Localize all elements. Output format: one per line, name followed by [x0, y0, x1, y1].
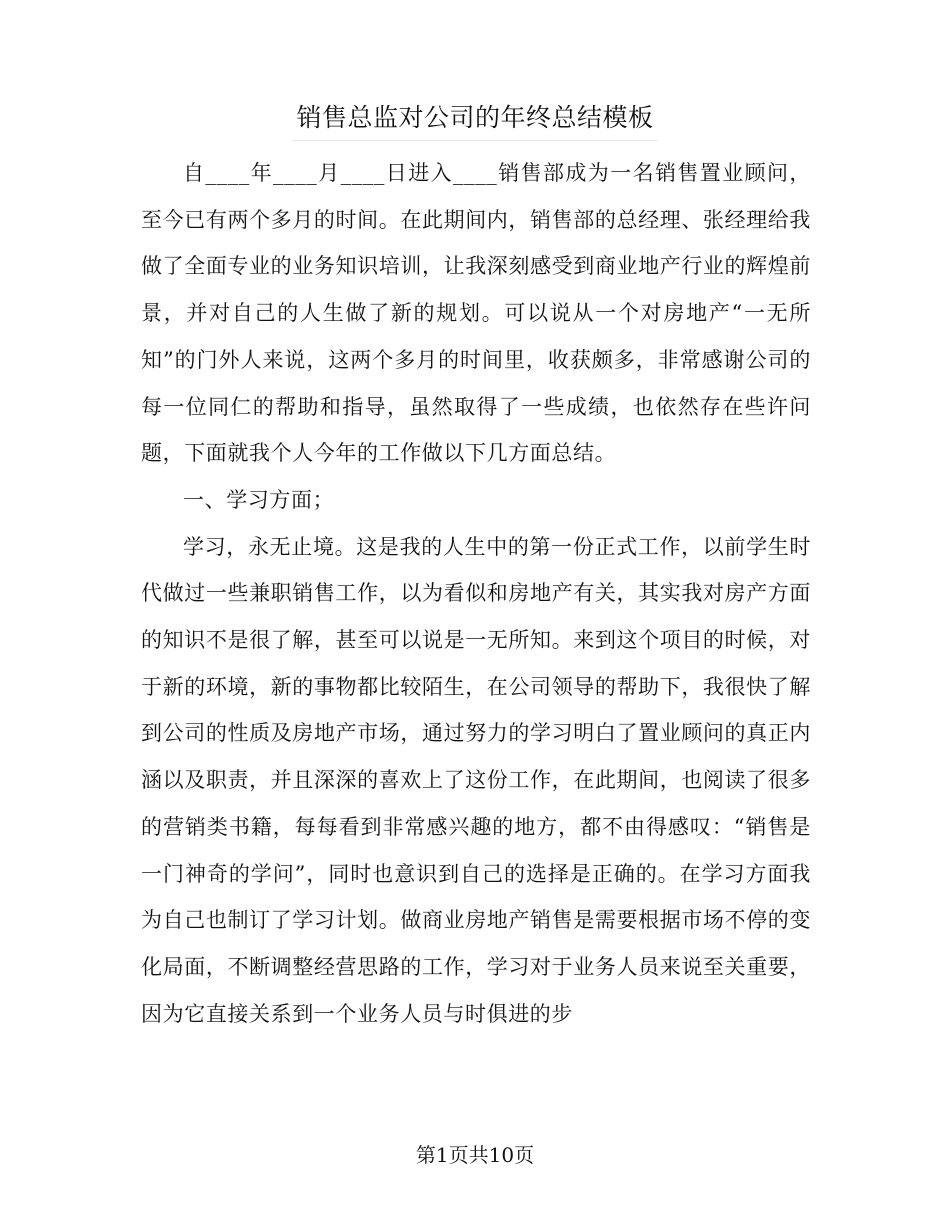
section-heading-study: 一、学习方面；	[183, 487, 335, 512]
document-body	[141, 150, 811, 1037]
paragraph-intro: 自____年____月____日进入____销售部成为一名销售置业顾问，至今已有两个多月的时间。在此期间内，销售部的总经理、张经理给我做了全面专业的业务知识培训，让我深刻感受到商业地产行业的辉煌前景，并对自己的人生做了新的规划。可以说从一个对房地产“一无所知”的门外人来说，这两个多月的时间里，收获颇多，非常感谢公司的每一位同仁的帮助和指导，虽然取得了一些成绩，也依然存在些许问题，下面就我个人今年的工作做以下几方面总结。	[141, 161, 811, 466]
page-number-footer: 第1页共10页	[415, 1143, 535, 1167]
title-container	[0, 96, 950, 141]
paragraph-study: 学习，永无止境。这是我的人生中的第一份正式工作，以前学生时代做过一些兼职销售工作，以为看似和房地产有关，其实我对房产方面的知识不是很了解，甚至可以说是一无所知。来到这个项目的时候，对于新的环境，新的事物都比较陌生，在公司领导的帮助下，我很快了解到公司的性质及房地产市场，通过努力的学习明白了置业顾问的真正内涵以及职责，并且深深的喜欢上了这份工作，在此期间，也阅读了很多的营销类书籍，每每看到非常感兴趣的地方，都不由得感叹：“销售是一门神奇的学问”，同时也意识到自己的选择是正确的。在学习方面我为自己也制订了学习计划。做商业房地产销售是需要根据市场不停的变化局面，不断调整经营思路的工作，学习对于业务人员来说至关重要，因为它直接关系到一个业务人员与时俱进的步	[141, 534, 811, 1026]
document-title: 销售总监对公司的年终总结模板	[292, 96, 657, 141]
